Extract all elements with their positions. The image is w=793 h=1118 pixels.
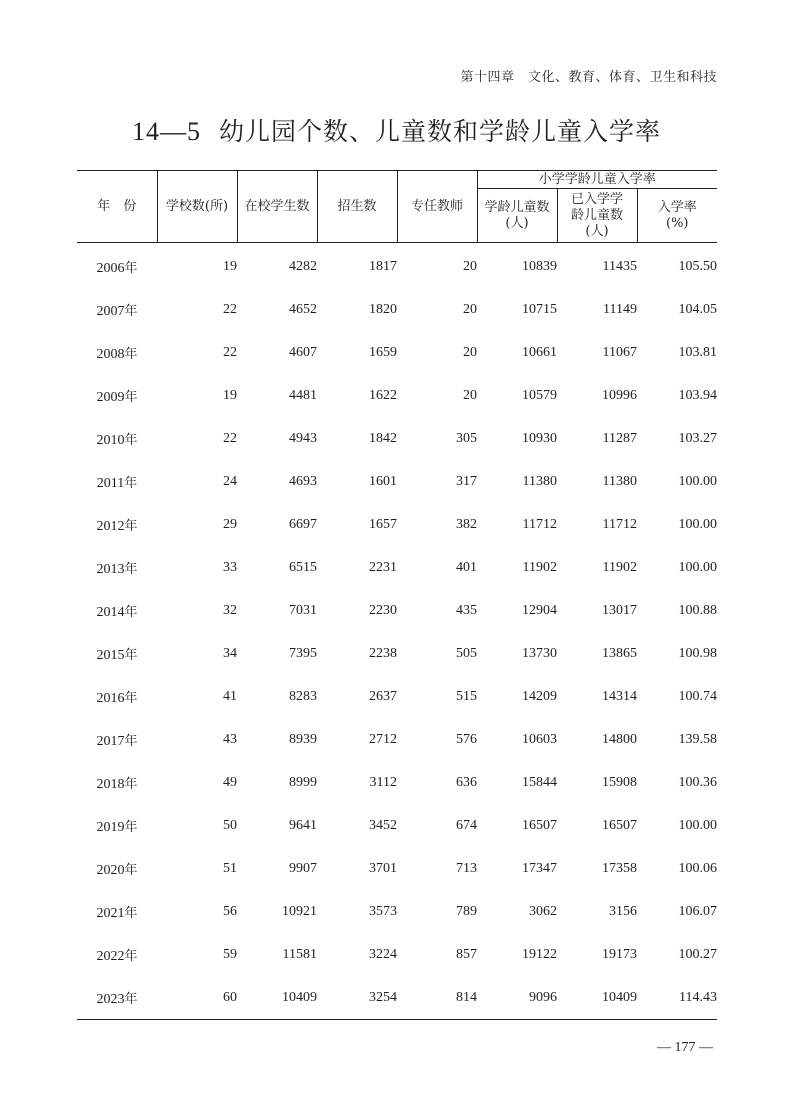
year-number: 2016 <box>96 690 125 706</box>
header-students: 在校学生数 <box>237 171 317 243</box>
cell-school-age-children: 11380 <box>522 473 557 489</box>
cell-students: 8999 <box>289 774 317 790</box>
year-suffix: 年 <box>124 260 138 276</box>
table-row <box>77 718 717 761</box>
cell-teachers: 636 <box>456 774 477 790</box>
cell-teachers: 576 <box>456 731 477 747</box>
cell-rate: 103.94 <box>678 387 717 403</box>
cell-year <box>77 675 157 718</box>
year-number: 2012 <box>96 518 125 534</box>
cell-year <box>77 761 157 804</box>
table-row <box>77 589 717 632</box>
cell-students: 4693 <box>289 473 317 489</box>
table-row <box>77 890 717 933</box>
year-suffix: 年 <box>124 647 138 663</box>
cell-teachers: 20 <box>463 301 477 317</box>
cell-school-age-children: 10579 <box>522 387 557 403</box>
cell-rate: 103.27 <box>678 430 717 446</box>
cell-rate: 100.88 <box>678 602 717 618</box>
cell-year <box>77 933 157 976</box>
cell-school-age-children: 13730 <box>522 645 557 661</box>
cell-year <box>77 804 157 847</box>
table-row <box>77 804 717 847</box>
cell-enrolled-children: 19173 <box>602 946 637 962</box>
page-number: — 177 — <box>657 1040 713 1055</box>
year-number: 2022 <box>96 948 125 964</box>
cell-year <box>77 546 157 589</box>
cell-school-age-children: 17347 <box>522 860 557 876</box>
cell-enrollment: 2637 <box>369 688 397 704</box>
cell-year <box>77 632 157 675</box>
year-number: 2014 <box>96 604 125 620</box>
cell-students: 6515 <box>289 559 317 575</box>
cell-teachers: 20 <box>463 387 477 403</box>
table-row <box>77 243 717 289</box>
table-row <box>77 374 717 417</box>
cell-enrollment: 1842 <box>369 430 397 446</box>
cell-school-age-children: 11902 <box>522 559 557 575</box>
table-row <box>77 976 717 1020</box>
cell-year <box>77 374 157 417</box>
header-group-enrollment-rate: 小学学龄儿童入学率 <box>477 171 717 189</box>
cell-year <box>77 976 157 1020</box>
cell-enrollment: 3452 <box>369 817 397 833</box>
table-row <box>77 675 717 718</box>
cell-rate: 100.36 <box>678 774 717 790</box>
cell-school-age-children: 10661 <box>522 344 557 360</box>
cell-school-age-children: 16507 <box>522 817 557 833</box>
table-row <box>77 847 717 890</box>
cell-enrolled-children: 11149 <box>603 301 637 317</box>
cell-schools: 22 <box>223 344 237 360</box>
cell-rate: 100.00 <box>678 817 717 833</box>
cell-teachers: 505 <box>456 645 477 661</box>
cell-school-age-children: 10603 <box>522 731 557 747</box>
cell-schools: 29 <box>223 516 237 532</box>
year-suffix: 年 <box>124 432 138 448</box>
cell-enrolled-children: 11712 <box>602 516 637 532</box>
cell-enrollment: 3573 <box>369 903 397 919</box>
cell-teachers: 674 <box>456 817 477 833</box>
cell-rate: 100.74 <box>678 688 717 704</box>
cell-enrollment: 2230 <box>369 602 397 618</box>
cell-enrollment: 1601 <box>369 473 397 489</box>
cell-schools: 50 <box>223 817 237 833</box>
cell-enrolled-children: 11902 <box>602 559 637 575</box>
year-number: 2008 <box>96 346 125 362</box>
cell-enrollment: 1622 <box>369 387 397 403</box>
cell-year <box>77 243 157 289</box>
cell-year <box>77 331 157 374</box>
cell-year <box>77 847 157 890</box>
cell-year <box>77 503 157 546</box>
cell-school-age-children: 3062 <box>529 903 557 919</box>
cell-schools: 33 <box>223 559 237 575</box>
cell-schools: 32 <box>223 602 237 618</box>
cell-teachers: 713 <box>456 860 477 876</box>
cell-teachers: 382 <box>456 516 477 532</box>
header-year: 年 份 <box>77 171 157 243</box>
year-number: 2011 <box>96 475 125 491</box>
year-suffix: 年 <box>124 991 138 1007</box>
cell-students: 10409 <box>282 989 317 1005</box>
cell-school-age-children: 9096 <box>529 989 557 1005</box>
cell-year <box>77 460 157 503</box>
cell-schools: 56 <box>223 903 237 919</box>
year-suffix: 年 <box>124 475 138 491</box>
cell-enrolled-children: 16507 <box>602 817 637 833</box>
cell-schools: 34 <box>223 645 237 661</box>
cell-enrolled-children: 14800 <box>602 731 637 747</box>
year-suffix: 年 <box>124 690 138 706</box>
cell-schools: 19 <box>223 387 237 403</box>
cell-schools: 60 <box>223 989 237 1005</box>
cell-students: 9907 <box>289 860 317 876</box>
cell-students: 4481 <box>289 387 317 403</box>
cell-school-age-children: 11712 <box>522 516 557 532</box>
year-suffix: 年 <box>124 604 138 620</box>
cell-enrolled-children: 14314 <box>602 688 637 704</box>
table-row <box>77 288 717 331</box>
cell-year <box>77 718 157 761</box>
cell-schools: 19 <box>223 258 237 274</box>
table-row <box>77 417 717 460</box>
cell-schools: 24 <box>223 473 237 489</box>
table-row <box>77 503 717 546</box>
table-row <box>77 331 717 374</box>
cell-teachers: 435 <box>456 602 477 618</box>
cell-rate: 100.06 <box>678 860 717 876</box>
cell-enrollment: 1659 <box>369 344 397 360</box>
year-suffix: 年 <box>124 733 138 749</box>
cell-rate: 100.27 <box>678 946 717 962</box>
cell-students: 8283 <box>289 688 317 704</box>
cell-rate: 103.81 <box>678 344 717 360</box>
cell-students: 4652 <box>289 301 317 317</box>
table-row <box>77 632 717 675</box>
cell-teachers: 789 <box>456 903 477 919</box>
year-number: 2020 <box>96 862 125 878</box>
cell-students: 9641 <box>289 817 317 833</box>
table-number: 14—5 <box>131 117 201 146</box>
cell-students: 4607 <box>289 344 317 360</box>
year-number: 2007 <box>96 303 125 319</box>
header-schools: 学校数(所) <box>157 171 237 243</box>
cell-rate: 104.05 <box>678 301 717 317</box>
cell-enrolled-children: 10996 <box>602 387 637 403</box>
year-number: 2019 <box>96 819 125 835</box>
year-number: 2006 <box>96 260 125 276</box>
cell-enrollment: 1817 <box>369 258 397 274</box>
running-header: 第十四章 文化、教育、体育、卫生和科技 <box>460 70 717 85</box>
cell-schools: 43 <box>223 731 237 747</box>
table-row <box>77 933 717 976</box>
cell-year <box>77 890 157 933</box>
cell-rate: 100.98 <box>678 645 717 661</box>
year-number: 2013 <box>96 561 125 577</box>
cell-enrolled-children: 10409 <box>602 989 637 1005</box>
year-suffix: 年 <box>124 561 138 577</box>
cell-teachers: 857 <box>456 946 477 962</box>
cell-students: 4943 <box>289 430 317 446</box>
cell-students: 6697 <box>289 516 317 532</box>
header-enrolled-children: 已入学学 龄儿童数 (人) <box>557 189 637 243</box>
cell-enrollment: 2238 <box>369 645 397 661</box>
cell-enrollment: 2712 <box>369 731 397 747</box>
year-suffix: 年 <box>124 346 138 362</box>
year-number: 2023 <box>96 991 125 1007</box>
cell-students: 7395 <box>289 645 317 661</box>
cell-enrolled-children: 17358 <box>602 860 637 876</box>
cell-year <box>77 417 157 460</box>
cell-teachers: 515 <box>456 688 477 704</box>
cell-enrolled-children: 15908 <box>602 774 637 790</box>
header-enrollment: 招生数 <box>317 171 397 243</box>
header-teachers: 专任教师 <box>397 171 477 243</box>
cell-rate: 100.00 <box>678 559 717 575</box>
cell-teachers: 20 <box>463 258 477 274</box>
cell-school-age-children: 19122 <box>522 946 557 962</box>
header-school-age-children: 学龄儿童数 (人) <box>477 189 557 243</box>
cell-rate: 100.00 <box>678 516 717 532</box>
cell-enrollment: 1657 <box>369 516 397 532</box>
table-row <box>77 460 717 503</box>
year-suffix: 年 <box>124 819 138 835</box>
cell-students: 8939 <box>289 731 317 747</box>
year-suffix: 年 <box>124 303 138 319</box>
cell-enrollment: 3254 <box>369 989 397 1005</box>
cell-school-age-children: 15844 <box>522 774 557 790</box>
cell-schools: 51 <box>223 860 237 876</box>
year-number: 2017 <box>96 733 125 749</box>
cell-enrolled-children: 11435 <box>602 258 637 274</box>
header-enrollment-rate: 入学率 (%) <box>637 189 717 243</box>
cell-rate: 114.43 <box>679 989 717 1005</box>
cell-enrollment: 1820 <box>369 301 397 317</box>
table-title-text: 幼儿园个数、儿童数和学龄儿童入学率 <box>218 117 661 146</box>
data-table <box>77 170 717 1020</box>
year-suffix: 年 <box>124 518 138 534</box>
cell-rate: 139.58 <box>678 731 717 747</box>
year-suffix: 年 <box>124 905 138 921</box>
table-row <box>77 761 717 804</box>
cell-year <box>77 589 157 632</box>
cell-enrollment: 3224 <box>369 946 397 962</box>
cell-school-age-children: 10930 <box>522 430 557 446</box>
cell-enrolled-children: 13017 <box>602 602 637 618</box>
cell-teachers: 401 <box>456 559 477 575</box>
year-suffix: 年 <box>124 862 138 878</box>
year-number: 2021 <box>96 905 125 921</box>
cell-enrollment: 3112 <box>369 774 397 790</box>
year-number: 2009 <box>96 389 125 405</box>
cell-school-age-children: 12904 <box>522 602 557 618</box>
cell-teachers: 20 <box>463 344 477 360</box>
cell-enrolled-children: 11287 <box>602 430 637 446</box>
year-number: 2015 <box>96 647 125 663</box>
cell-students: 4282 <box>289 258 317 274</box>
cell-year <box>77 288 157 331</box>
cell-school-age-children: 10839 <box>522 258 557 274</box>
cell-students: 7031 <box>289 602 317 618</box>
year-suffix: 年 <box>124 948 138 964</box>
year-suffix: 年 <box>124 389 138 405</box>
table-row <box>77 546 717 589</box>
table-body <box>77 243 717 1020</box>
cell-schools: 49 <box>223 774 237 790</box>
cell-enrolled-children: 11067 <box>602 344 637 360</box>
cell-schools: 59 <box>223 946 237 962</box>
cell-enrollment: 3701 <box>369 860 397 876</box>
cell-schools: 22 <box>223 301 237 317</box>
cell-school-age-children: 14209 <box>522 688 557 704</box>
cell-rate: 105.50 <box>678 258 717 274</box>
cell-students: 10921 <box>282 903 317 919</box>
cell-school-age-children: 10715 <box>522 301 557 317</box>
cell-schools: 22 <box>223 430 237 446</box>
cell-rate: 106.07 <box>678 903 717 919</box>
cell-schools: 41 <box>223 688 237 704</box>
year-number: 2010 <box>96 432 125 448</box>
year-number: 2018 <box>96 776 125 792</box>
cell-teachers: 317 <box>456 473 477 489</box>
cell-teachers: 305 <box>456 430 477 446</box>
data-table-wrapper <box>77 170 717 1020</box>
cell-enrollment: 2231 <box>369 559 397 575</box>
cell-enrolled-children: 13865 <box>602 645 637 661</box>
cell-teachers: 814 <box>456 989 477 1005</box>
page-title <box>0 112 793 148</box>
cell-rate: 100.00 <box>678 473 717 489</box>
cell-enrolled-children: 3156 <box>609 903 637 919</box>
cell-students: 11581 <box>282 946 317 962</box>
year-suffix: 年 <box>124 776 138 792</box>
cell-enrolled-children: 11380 <box>602 473 637 489</box>
